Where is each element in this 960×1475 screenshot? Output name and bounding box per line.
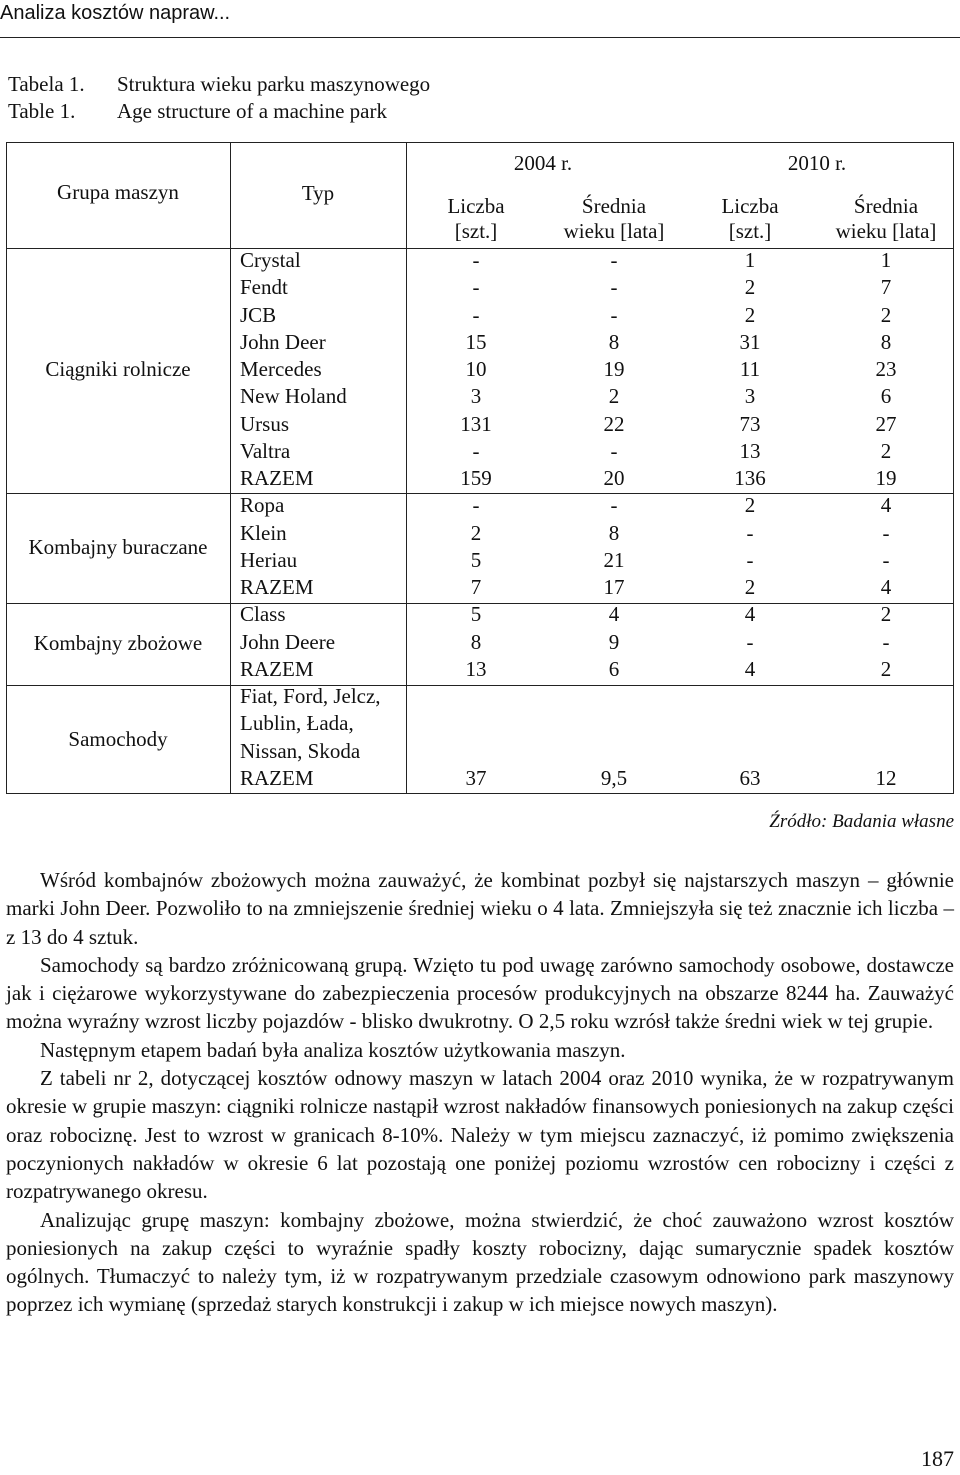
cell-avg-2004: 9 [608,629,620,654]
cell-count-2010: 2 [744,493,756,518]
cell-avg-2010: - [882,520,890,545]
header-type: Typ [301,181,335,205]
cell-type: Class [240,602,286,627]
cell-avg-2004: 8 [608,520,620,545]
cell-type: RAZEM [240,575,314,599]
cell-type: RAZEM [240,656,314,681]
header-year-2010: 2010 r. [787,151,847,175]
cell-count-2004: 2 [470,520,482,545]
cell-count-2010: - [746,520,754,545]
cell-count-2004: - [472,302,480,327]
cell-count-2010: 136 [734,466,766,490]
cell-type: John Deere [240,629,336,654]
cell-avg-2004: - [610,275,618,300]
header-avg-unit-2004: wieku [lata] [563,219,665,243]
cell-type: Nissan, Skoda [240,738,361,763]
cell-avg-2010: 6 [880,384,892,409]
header-avg-unit-2010: wieku [lata] [835,219,937,243]
caption-title-en: Age structure of a machine park [117,99,387,123]
cell-avg-2004: - [610,438,618,463]
header-avg-2004: Średnia [581,194,647,218]
cell-count-2004: - [472,248,480,272]
cell-count-2010: 31 [739,329,761,354]
cell-count-2004: - [472,493,480,518]
cell-avg-2010: - [882,629,890,654]
header-count-2004: Liczba [447,194,505,218]
caption-number-pl: Tabela 1. [8,72,85,96]
group-tractors: Ciągniki rolnicze [45,357,191,381]
cell-count-2010: 13 [739,438,761,463]
header-avg-2010: Średnia [853,194,919,218]
cell-avg-2004: - [610,493,618,518]
paragraph: Następnym etapem badań była analiza kosztów użytkowania maszyn. [40,1037,626,1062]
cell-avg-2010: 12 [875,765,897,790]
cell-avg-2010: 23 [875,357,897,381]
cell-avg-2010: 7 [880,275,892,300]
cell-count-2010: - [746,629,754,654]
cell-count-2010: 2 [744,275,756,300]
header-count-2010: Liczba [721,194,779,218]
cell-count-2004: 37 [465,765,487,790]
cell-avg-2004: 2 [608,384,620,409]
cell-avg-2004: 4 [608,602,620,627]
cell-type: Ursus [240,411,290,436]
cell-count-2004: 8 [470,629,482,654]
cell-type: Klein [240,520,287,545]
cell-avg-2004: 21 [603,547,625,572]
running-header: Analiza kosztów napraw... [0,2,231,24]
cell-avg-2004: 17 [603,575,625,599]
cell-avg-2010: 2 [880,438,892,463]
cell-type: RAZEM [240,466,314,490]
cell-count-2010: 3 [744,384,756,409]
cell-count-2010: 63 [739,765,761,790]
header-count-unit-2004: [szt.] [454,219,498,243]
cell-avg-2010: 8 [880,329,892,354]
cell-avg-2010: 19 [875,466,897,490]
cell-avg-2004: 8 [608,329,620,354]
cell-avg-2010: 4 [880,493,892,518]
cell-count-2004: 5 [470,602,482,627]
cell-count-2010: 2 [744,575,756,599]
cell-type: New Holand [240,384,347,409]
paragraph: Samochody są bardzo zróżnicowaną grupą. Wzięto tu pod uwagę zarówno samochody osobowe, dostawcze jak i ciężarowe wykorzystywane do zabezpieczenia procesów produkcyjnych na obszarze 8244 ha. Zauważyć można wyraźny wzrost liczby pojazdów - blisko dwukrotny. O 2,5 roku wzrósł także średni wiek w tej grupie. [6,952,954,1034]
group-vehicles: Samochody [68,727,168,751]
cell-avg-2004: 20 [603,466,625,490]
page-number: 187 [921,1446,954,1471]
cell-avg-2004: 19 [603,357,625,381]
group-beet-harvesters: Kombajny buraczane [28,535,208,559]
cell-type: Valtra [240,438,291,463]
cell-count-2004: - [472,438,480,463]
cell-avg-2004: - [610,302,618,327]
caption-title-pl: Struktura wieku parku maszynowego [117,72,431,96]
cell-avg-2004: 9,5 [600,765,628,790]
cell-avg-2010: 4 [880,575,892,599]
cell-avg-2004: 22 [603,411,625,436]
cell-avg-2010: 2 [880,602,892,627]
cell-count-2004: 10 [465,357,487,381]
cell-avg-2004: 6 [608,656,620,681]
cell-type: Mercedes [240,357,322,381]
cell-count-2004: 13 [465,656,487,681]
cell-avg-2010: 2 [880,302,892,327]
cell-avg-2010: - [882,547,890,572]
cell-count-2010: - [746,547,754,572]
cell-count-2004: 5 [470,547,482,572]
paragraph: Wśród kombajnów zbożowych można zauważyć, że kombinat pozbył się najstarszych maszyn – głównie marki John Deer. Pozwoliło to na zmniejszenie średniej wieku o 4 lata. Zmniejszyła się też znacznie ich liczba – z 13 do 4 sztuk. [6,868,954,949]
cell-type: Ropa [240,493,285,518]
source-note: Źródło: Badania własne [769,811,954,832]
header-year-2004: 2004 r. [513,151,573,175]
group-combine-harvesters: Kombajny zbożowe [33,631,203,655]
cell-type: John Deer [240,329,326,354]
cell-type: Heriau [240,547,298,572]
header-group: Grupa maszyn [57,180,179,204]
cell-count-2010: 4 [744,602,756,627]
cell-type: RAZEM [240,765,314,790]
cell-count-2010: 2 [744,302,756,327]
body-text [6,866,954,1319]
header-count-unit-2010: [szt.] [728,219,772,243]
cell-count-2010: 73 [739,411,761,436]
cell-count-2004: 131 [460,411,492,436]
cell-avg-2010: 27 [875,411,897,436]
cell-avg-2010: 1 [880,248,892,272]
cell-count-2010: 4 [744,656,756,681]
cell-type: Crystal [240,248,301,272]
cell-count-2004: 7 [470,575,482,599]
cell-count-2010: 1 [744,248,756,272]
cell-count-2004: - [472,275,480,300]
cell-type: Fiat, Ford, Jelcz, [240,684,381,708]
cell-count-2004: 3 [470,384,482,409]
cell-avg-2010: 2 [880,656,892,681]
cell-count-2004: 159 [460,466,492,490]
caption-number-en: Table 1. [8,99,76,123]
cell-type: Lublin, Łada, [240,711,354,736]
header-rule [0,37,960,38]
cell-avg-2004: - [610,248,618,272]
paragraph: Z tabeli nr 2, dotyczącej kosztów odnowy maszyn w latach 2004 oraz 2010 wynika, że w rozpatrywanym okresie w grupie maszyn: ciągniki rolnicze nastąpił wzrost nakładów finansowych poniesionych na zakup części oraz robociznę. Jest to wzrost w granicach 8-10%. Należy w tym miejscu zaznaczyć, iż pomimo zwiększenia poczynionych nakładów w okresie 6 lat pozostają one poniżej poziomu wzrostów cen robocizny i części z rozpatrywanego okresu. [6,1066,954,1204]
paragraph: Analizując grupę maszyn: kombajny zbożowe, można stwierdzić, że choć zauważono wzrost kosztów poniesionych na zakup części to wyraźnie spadły koszty robocizny, dając sumarycznie spadek kosztów ogólnych. Tłumaczyć to należy tym, iż w rozpatrywanym przedziale czasowym odnowiono park maszynowy poprzez ich wymianę (sprzedaż starych konstrukcji i zakup w ich miejsce nowych maszyn). [6,1207,954,1317]
column-divider [230,142,231,794]
group-divider [6,685,954,686]
cell-type: JCB [240,302,277,327]
cell-count-2010: 11 [739,357,761,381]
cell-type: Fendt [240,275,288,300]
cell-count-2004: 15 [465,329,487,354]
